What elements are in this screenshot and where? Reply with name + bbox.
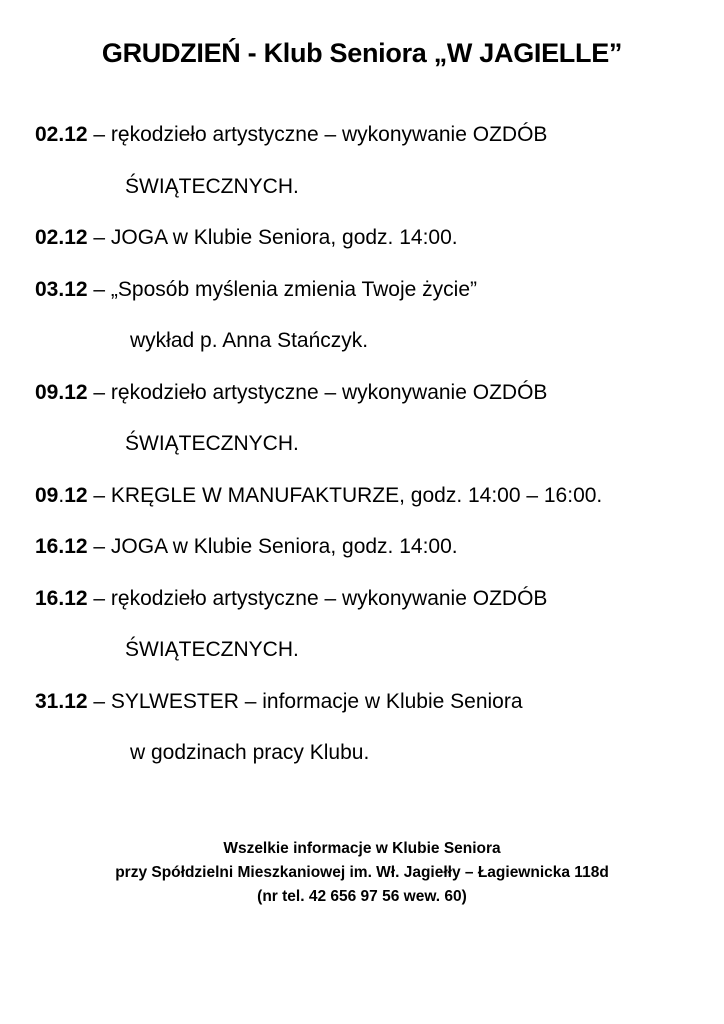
page-title: GRUDZIEŃ - Klub Seniora „W JAGIELLE”	[101, 38, 623, 68]
event-continuation: ŚWIĄTECZNYCH.	[125, 174, 299, 198]
event-date: 02.12	[35, 123, 88, 146]
event-continuation: ŚWIĄTECZNYCH.	[125, 638, 299, 661]
event-date-day: 09	[35, 483, 59, 507]
event-date: 31.12	[35, 689, 88, 713]
event-text: – KRĘGLE W MANUFAKTURZE, godz. 14:00 – 16:00.	[87, 483, 603, 507]
footer-phone: (nr tel. 42 656 97 56 wew. 60)	[257, 888, 467, 905]
event-item	[35, 529, 715, 581]
event-item	[35, 478, 715, 530]
contact-footer	[0, 837, 724, 909]
event-item	[35, 220, 715, 272]
event-date-month: 12	[64, 483, 88, 507]
event-date: 02.12	[35, 226, 88, 249]
event-date: 03.12	[35, 277, 88, 301]
event-text: – rękodzieło artystyczne – wykonywanie OZDÓB	[87, 586, 548, 610]
event-item	[35, 581, 715, 633]
event-text: – rękodzieło artystyczne – wykonywanie OZDÓB	[87, 123, 548, 146]
event-item	[35, 272, 715, 324]
event-item	[35, 375, 715, 427]
event-item	[35, 117, 715, 169]
event-continuation: ŚWIĄTECZNYCH.	[125, 432, 299, 455]
footer-line: przy Spółdzielni Mieszkaniowej im. Wł. Jagiełły – Łagiewnicka 118d	[115, 864, 609, 881]
footer-line: Wszelkie informacje w Klubie Seniora	[223, 840, 501, 857]
event-text: – SYLWESTER – informacje w Klubie Seniora	[87, 689, 523, 713]
event-item	[35, 684, 715, 736]
event-text: – „Sposób myślenia zmienia Twoje życie”	[87, 277, 478, 301]
event-continuation: wykład p. Anna Stańczyk.	[130, 329, 369, 352]
event-list	[35, 117, 715, 787]
event-date: 16.12	[35, 535, 88, 558]
event-text: – JOGA w Klubie Seniora, godz. 14:00.	[87, 535, 458, 558]
event-continuation: w godzinach pracy Klubu.	[130, 741, 370, 764]
event-date: 16.12	[35, 586, 88, 610]
event-text: – rękodzieło artystyczne – wykonywanie OZDÓB	[87, 380, 548, 404]
event-date-separator: .	[58, 483, 65, 507]
event-text: – JOGA w Klubie Seniora, godz. 14:00.	[87, 226, 458, 249]
event-date: 09.12	[35, 380, 88, 404]
